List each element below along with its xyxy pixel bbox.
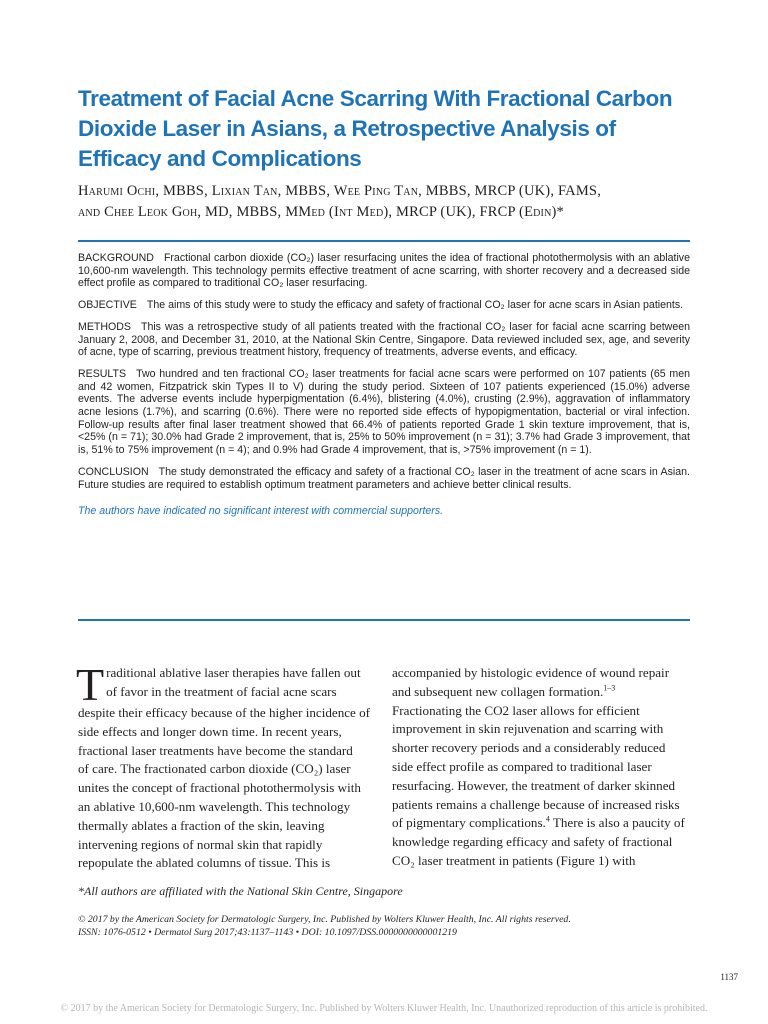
body-line <box>392 814 694 833</box>
body-line: shorter recovery periods and a considerably reduced <box>392 740 666 756</box>
body-line: despite their efficacy because of the higher incidence of <box>78 705 371 720</box>
reference-citation: 4 <box>545 815 550 825</box>
section-text: Fractional carbon dioxide (CO₂) laser resurfacing unites the idea of fractional photothermolysis with an ablative 10,600-nm wavelength. This technology permits effective treatment of acne scarring, with shorter recovery and a decreased side effect profile as compared to traditional CO₂ laser resurfacing. <box>78 252 690 290</box>
body-line: improvement in skin rejuvenation and scarring with <box>392 721 664 737</box>
author-list <box>78 181 718 223</box>
reproduction-notice: © 2017 by the American Society for Dermatologic Surgery, Inc. Published by Wolters Kluwer Health, Inc. Unauthorized reproduction of this article is prohibited. <box>60 1003 708 1014</box>
section-label: METHODS <box>78 320 131 333</box>
body-line: accompanied by histologic evidence of wound repair <box>392 665 670 680</box>
abstract-bottom-rule <box>78 619 690 621</box>
body-line: side effect profile as compared to traditional laser <box>392 758 652 774</box>
body-line: an ablative 10,600-nm wavelength. This technology <box>78 798 351 814</box>
section-label: BACKGROUND <box>78 252 154 264</box>
section-text: This was a retrospective study of all patients treated with the fractional CO₂ laser for facial acne scarring between January 2, 2008, and December 31, 2010, at the National Skin Centre, Singapore. Data reviewed included sex, age, and severity of acne, type of scarring, previous treatment history, frequency of treatments, adverse events, and efficacy. <box>78 320 690 359</box>
section-text: The study demonstrated the efficacy and safety of a fractional CO₂ laser in the treatment of acne scars in Asian. Future studies are required to establish optimum treatment parameters and achieve better clinical results. <box>78 465 690 491</box>
abstract-results <box>78 368 690 457</box>
section-label: CONCLUSION <box>78 465 149 478</box>
abstract <box>78 252 690 527</box>
body-line: knowledge regarding efficacy and safety of fractional <box>392 834 673 850</box>
author-line: Harumi Ochi, MBBS, Lixian Tan, MBBS, Wee Ping Tan, MBBS, MRCP (UK), FAMS, <box>78 183 602 199</box>
title-line: Efficacy and Complications <box>78 146 362 171</box>
body-text: and subsequent new collagen formation. <box>392 683 604 699</box>
body-text: There is also a paucity of <box>549 815 685 831</box>
section-label: OBJECTIVE <box>78 299 137 312</box>
body-line: intervening regions of normal skin that rapidly <box>78 836 323 852</box>
abstract-methods <box>78 321 690 359</box>
title-line: Treatment of Facial Acne Scarring With Fractional Carbon <box>78 86 673 111</box>
body-line: Fractionating the CO2 laser allows for efficient <box>392 702 640 718</box>
body-line: CO₂ laser treatment in patients (Figure 1) with <box>392 852 636 868</box>
abstract-objective <box>78 299 690 312</box>
body-line: raditional ablative laser therapies have fallen out <box>106 665 361 680</box>
issn-line: ISSN: 1076-0512 • Dermatol Surg 2017;43:1137–1143 • DOI: 10.1097/DSS.0000000000001219 <box>78 927 457 938</box>
title-line: Dioxide Laser in Asians, a Retrospective Analysis of <box>78 116 616 141</box>
body-line: repopulate the ablated columns of tissue. This is <box>78 855 331 871</box>
copyright-block <box>78 913 718 939</box>
page-number: 1137 <box>720 972 738 982</box>
body-text: of pigmentary complications. <box>392 815 546 831</box>
body-line <box>392 683 694 702</box>
body-line: side effects and longer down time. In recent years, <box>78 723 342 739</box>
disclosure-statement: The authors have indicated no significant interest with commercial supporters. <box>78 505 444 518</box>
copyright-line: © 2017 by the American Society for Dermatologic Surgery, Inc. Published by Wolters Kluwer Health, Inc. All rights reserved. <box>78 914 571 925</box>
author-line: and Chee Leok Goh, MD, MBBS, MMed (Int Med), MRCP (UK), FRCP (Edin)* <box>78 204 564 220</box>
section-text: The aims of this study were to study the efficacy and safety of fractional CO₂ laser for acne scars in Asian patients. <box>146 299 684 312</box>
body-line: fractional laser treatments have become the standard <box>78 742 353 758</box>
body-column-left <box>76 659 380 873</box>
body-line: of care. The fractionated carbon dioxide (CO₂) laser <box>78 761 351 777</box>
section-text: Two hundred and ten fractional CO₂ laser treatments for facial acne scars were performed on 107 patients (65 men and 42 women, Fitzpatrick skin Types II to V) during the study period. Sixteen of 107 patients experienced (15.0%) adverse events. The adverse events include hyperpigmentation (6.4%), blistering (4.0%), crusting (2.9%), aggravation of inflammatory acne lesions (1.7%), and scarring (0.6%). There were no reported side effects of hypopigmentation, bacterial or viral infection. Follow-up results after final laser treatment showed that 66.4% of patients reported Grade 1 skin texture improvement, that is, <25% (n = 71); 30.0% had Grade 2 improvement, that is, 25% to 50% improvement (n = 31); 3.7% had Grade 3 improvement, that is, 51% to 75% improvement (n = 4); and 0.9% had Grade 4 improvement, that is, >75% improvement (n = 1). <box>78 367 690 457</box>
body-line: resurfacing. However, the treatment of darker skinned <box>392 777 676 793</box>
drop-cap: T <box>76 659 105 710</box>
article-title <box>78 84 718 174</box>
body-line: of favor in the treatment of facial acne scars <box>106 683 337 699</box>
reference-citation: 1–3 <box>603 683 616 693</box>
body-line: thermally ablates a fraction of the skin, leaving <box>78 817 325 833</box>
abstract-conclusion <box>78 466 690 491</box>
abstract-background <box>78 252 690 290</box>
section-label: RESULTS <box>78 367 127 380</box>
body-line: unites the concept of fractional photothermolysis with <box>78 780 361 796</box>
body-line: patients remains a challenge because of increased risks <box>392 796 680 812</box>
body-column-right <box>392 664 694 871</box>
abstract-top-rule <box>78 240 690 242</box>
affiliation-footnote: *All authors are affiliated with the National Skin Centre, Singapore <box>78 884 403 898</box>
